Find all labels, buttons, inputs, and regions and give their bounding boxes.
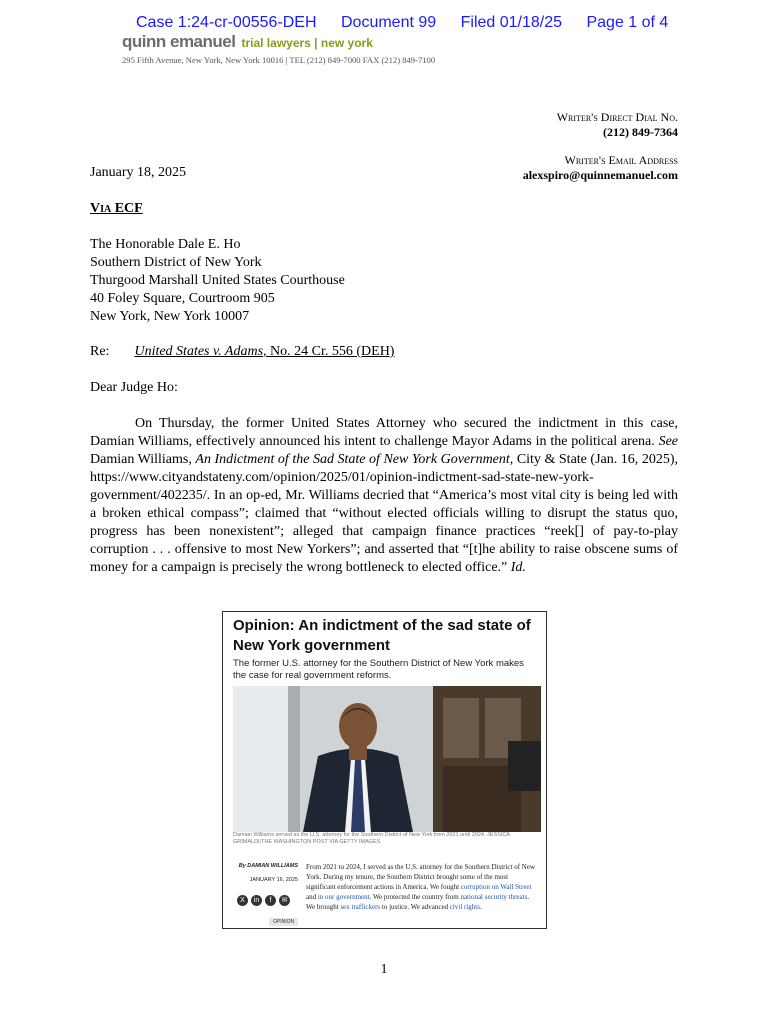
byline-date: JANUARY 16, 2025 (249, 877, 298, 883)
excerpt-link[interactable]: in our government (317, 893, 370, 901)
excerpt-link[interactable]: corruption on Wall Street (460, 883, 532, 891)
recipient-address (90, 236, 345, 326)
via-ecf: Via ECF (90, 201, 143, 216)
case-number: Case 1:24-cr-00556-DEH (136, 14, 317, 31)
signal-see: See (658, 434, 678, 449)
letter-date: January 18, 2025 (90, 165, 187, 180)
byline-author: By DAMIAN WILLIAMS (238, 863, 298, 869)
firm-tagline: trial lawyers | new york (241, 36, 373, 50)
document-number: Document 99 (340, 14, 437, 31)
opinion-tag: OPINION (269, 918, 298, 926)
article-screenshot (222, 611, 547, 929)
firm-address: 295 Fifth Avenue, New York, New York 10016 | TEL (212) 849-7000 FAX (212) 849-7100 (122, 55, 436, 65)
writer-email-block (523, 153, 678, 183)
recipient-line: New York, New York 10007 (90, 309, 250, 324)
byline-block (233, 862, 298, 884)
caption-credit: JESSICA GRIMALDI/THE WASHINGTON POST VIA GETTY IMAGES (233, 832, 510, 845)
writer-dial-block (557, 110, 678, 140)
photo-caption (233, 832, 541, 846)
writer-dial: (212) 849-7364 (603, 125, 678, 139)
page-count: Page 1 of 4 (586, 14, 669, 31)
linkedin-icon[interactable]: in (251, 895, 262, 906)
page-number: 1 (380, 962, 388, 977)
excerpt-text: . We protected the country from (369, 893, 461, 901)
signal-id: Id. (510, 560, 526, 575)
article-subtitle: The former U.S. attorney for the Southern District of New York makes the case for real government reforms. (233, 658, 524, 681)
re-label: Re: (90, 344, 110, 359)
excerpt-link[interactable]: civil rights (449, 903, 480, 911)
recipient-line: 40 Foley Square, Courtroom 905 (90, 291, 275, 306)
excerpt-text: and (306, 893, 318, 901)
article-photo (233, 686, 541, 832)
ecf-header (136, 14, 688, 32)
recipient-line: The Honorable Dale E. Ho (90, 237, 241, 252)
excerpt-text: to justice. We advanced (380, 903, 450, 911)
salutation: Dear Judge Ho: (90, 380, 178, 395)
caption-text: Damian Williams served as the U.S. attorney for the Southern District of New York from 2021 until 2024. (233, 832, 486, 838)
paragraph-text: On Thursday, the former United States Attorney who secured the indictment in this case, Damian Williams, effectively announced his intent to challenge Mayor Adams in the political arena. (90, 416, 678, 449)
paragraph-text: Damian Williams, (90, 452, 196, 467)
email-icon[interactable]: ✉ (279, 895, 290, 906)
x-icon[interactable]: X (237, 895, 248, 906)
writer-dial-label: Writer's Direct Dial No. (556, 110, 678, 124)
re-case-name: United States v. Adams (134, 344, 264, 359)
excerpt-link[interactable]: national security threats (460, 893, 528, 901)
paragraph-text: , City & State (Jan. 16, 2025), https://www.cityandstateny.com/opinion/2025/01/opinion-indictment-sad-state-new-york-government/402235/. In an op-ed, Mr. Williams decried that “America’s most vital city is being led with a broken ethical compass”; claimed that “without elected officials willing to disrupt the status quo, progress has been nonexistent”; alleged that campaign finance practices “reek[] of pay-to-play corruption . . . offensive to most New Yorkers”; and asserted that “[t]he ability to raise obscene sums of money for a campaign is precisely the wrong bottleneck to elected office.” (90, 452, 678, 575)
filed-date: Filed 01/18/25 (460, 14, 563, 31)
excerpt-link[interactable]: sex traffickers (340, 903, 381, 911)
excerpt-text: From 2021 to 2024, I served as the U.S. attorney for the Southern District of New York. During my tenure, the Southern District brought some of the most significant enforcement actions in America. We fought (306, 863, 536, 891)
article-excerpt (306, 862, 538, 912)
article-headline: Opinion: An indictment of the sad state of New York government (233, 617, 531, 654)
writer-email-label: Writer's Email Address (564, 153, 678, 167)
excerpt-text: . (479, 903, 482, 911)
facebook-icon[interactable]: f (265, 895, 276, 906)
recipient-line: Southern District of New York (90, 255, 262, 270)
recipient-line: Thurgood Marshall United States Courthouse (90, 273, 345, 288)
writer-email: alexspiro@quinnemanuel.com (522, 168, 678, 182)
body-paragraph (90, 415, 678, 577)
re-case-number: , No. 24 Cr. 556 (DEH) (263, 344, 395, 359)
firm-name: quinn emanuel (122, 32, 236, 51)
article-title-citation: An Indictment of the Sad State of New York Government (195, 452, 510, 467)
social-share-icons (237, 895, 290, 906)
portrait-illustration (233, 686, 541, 832)
firm-logo (122, 32, 373, 52)
excerpt-text: . We brought (306, 893, 530, 911)
re-line (90, 343, 394, 361)
